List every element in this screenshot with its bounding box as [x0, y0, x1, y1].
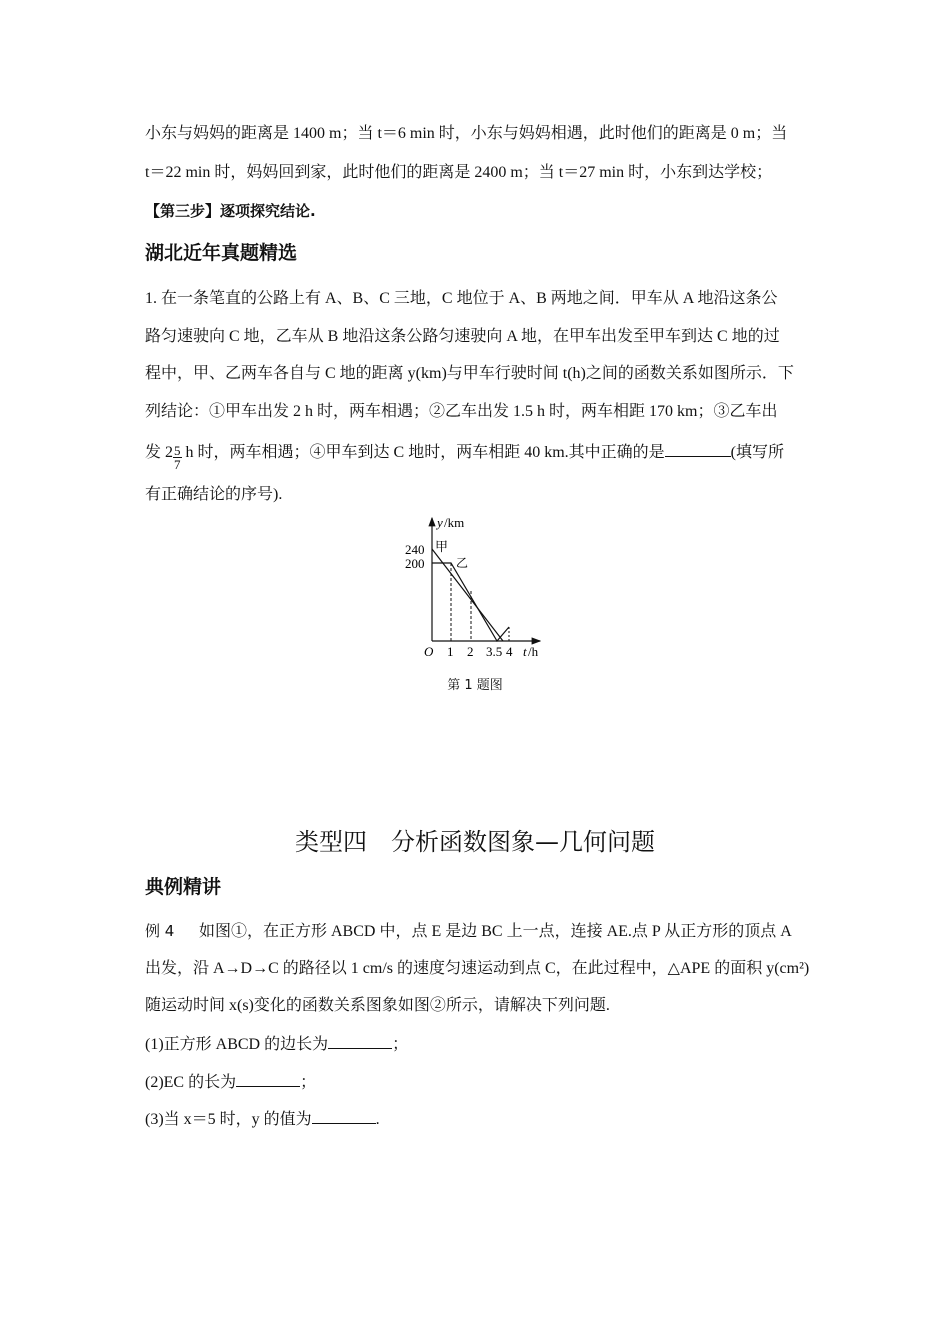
svg-text:3.5: 3.5	[486, 644, 503, 659]
answer-blank-3	[312, 1109, 376, 1124]
line-5-body: h 时，两车相遇；④甲车到达 C 地时，两车相距 40 km.其中正确的是	[181, 444, 665, 462]
example-question-3: (3)当 x＝5 时，y 的值为 .	[145, 1111, 380, 1128]
example-4-line-3: 随运动时间 x(s)变化的函数关系图象如图②所示，请解决下列问题.	[145, 997, 610, 1014]
svg-text:甲: 甲	[435, 539, 449, 554]
svg-text:t: t	[523, 644, 527, 659]
figure-caption: 第 1 题图	[447, 678, 503, 693]
svg-text:200: 200	[405, 556, 425, 571]
subheading-examples: 典例精讲	[145, 876, 222, 898]
svg-text:2: 2	[467, 644, 474, 659]
intro-line-2: t＝22 min 时，妈妈回到家，此时他们的距离是 2400 m；当 t＝27 min 时，小东到达学校；	[145, 164, 773, 181]
section-title-type4: 类型四 分析函数图象—几何问题	[295, 828, 655, 856]
answer-blank-2	[236, 1072, 300, 1087]
svg-text:4: 4	[506, 644, 513, 659]
question-1-line-1: 1. 在一条笔直的公路上有 A、B、C 三地，C 地位于 A、B 两地之间．甲车从 A 地沿这条公	[145, 290, 778, 307]
example-label: 例 4	[145, 922, 175, 940]
question-1-line-2: 路匀速驶向 C 地，乙车从 B 地沿这条公路匀速驶向 A 地，在甲车出发至甲车到达 C 地的过	[145, 328, 780, 345]
line-5-tail: (填写所	[730, 444, 784, 462]
section-heading-hubei: 湖北近年真题精选	[145, 242, 298, 264]
fraction-five-sevenths: $\frac{5}{7}$	[174, 443, 181, 472]
svg-text:/km: /km	[444, 515, 465, 530]
question-1-line-6: 有正确结论的序号).	[145, 486, 283, 503]
example-question-2: (2)EC 的长为 ；	[145, 1074, 317, 1091]
question-1-line-3: 程中，甲、乙两车各自与 C 地的距离 y(km)与甲车行驶时间 t(h)之间的函数关系如图所示．下	[145, 365, 794, 382]
intro-line-1: 小东与妈妈的距离是 1400 m；当 t＝6 min 时，小东与妈妈相遇，此时他们的距离是 0 m；当	[145, 125, 788, 142]
question-1-line-4: 列结论：①甲车出发 2 h 时，两车相遇；②乙车出发 1.5 h 时，两车相距 170 km；③乙车出	[145, 403, 778, 420]
example-question-1: (1)正方形 ABCD 的边长为 ；	[145, 1036, 409, 1053]
example-4-line-2: 出发，沿 A→D→C 的路径以 1 cm/s 的速度匀速运动到点 C，在此过程中，△APE 的面积 y(cm²)	[145, 960, 810, 977]
svg-text:/h: /h	[528, 644, 539, 659]
line-5-prefix: 发 2	[145, 444, 174, 462]
svg-text:y: y	[437, 515, 443, 530]
answer-blank-1	[328, 1034, 392, 1049]
step-three-label: 【第三步】逐项探究结论.	[145, 202, 316, 220]
svg-text:乙: 乙	[456, 556, 469, 570]
svg-text:240: 240	[405, 542, 425, 557]
svg-text:1: 1	[447, 644, 454, 659]
svg-text:O: O	[424, 644, 434, 659]
example-4-line-1: 例 4 如图①，在正方形 ABCD 中，点 E 是边 BC 上一点，连接 AE.点 P 从正方形的顶点 A	[145, 922, 792, 940]
